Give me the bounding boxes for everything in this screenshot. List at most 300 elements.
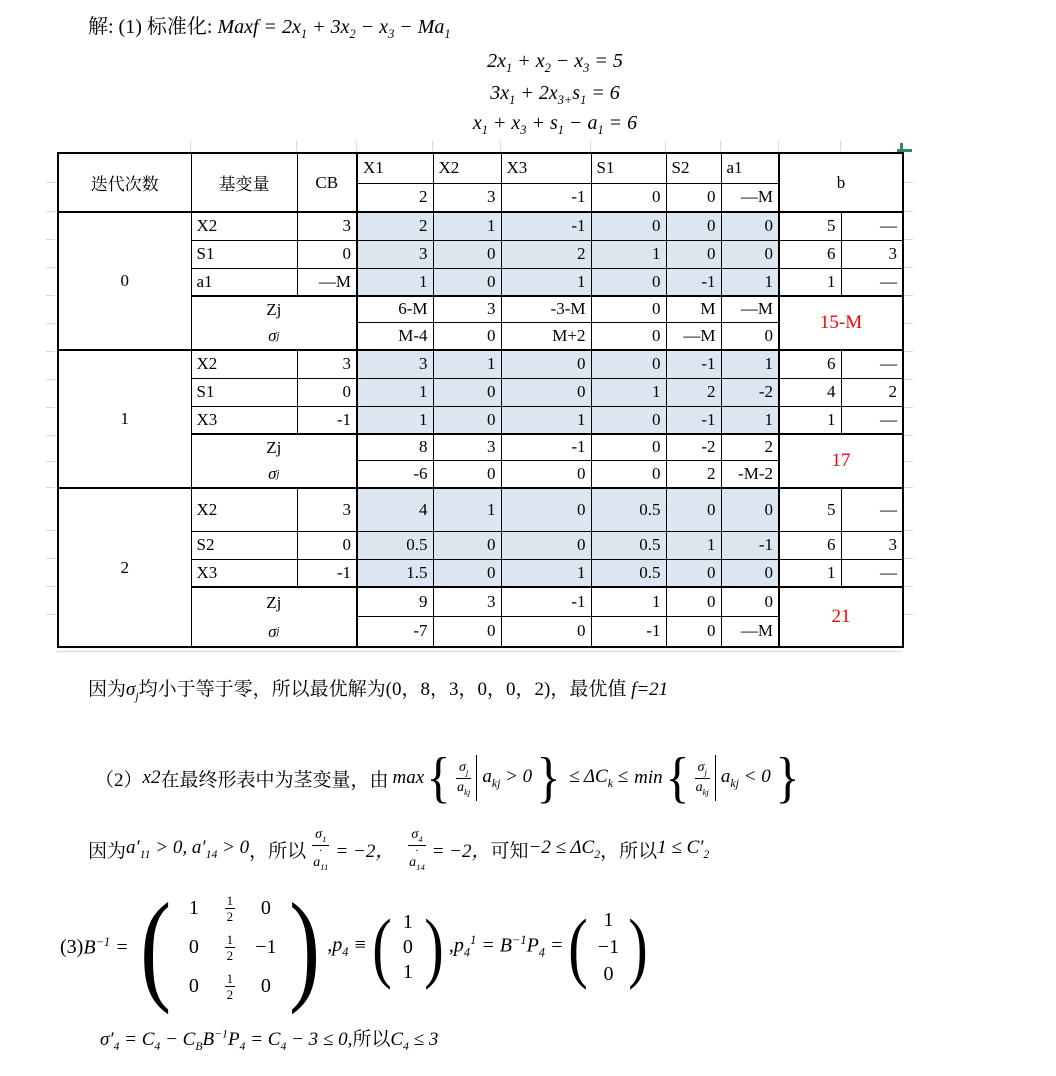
- header-cb: CB: [297, 153, 357, 212]
- gridline-stub: [46, 487, 55, 488]
- coeff-cell: 0: [666, 240, 721, 268]
- sigma-over-akj-fraction: [695, 760, 710, 797]
- header-coef: —M: [721, 183, 779, 212]
- header-b: b: [779, 153, 903, 212]
- gridline-stub: [904, 487, 913, 488]
- gridline-stub: [904, 267, 913, 268]
- sigma-label: σ j: [268, 326, 280, 345]
- coeff-cell: 0.5: [357, 531, 433, 559]
- green-corner-mark: [900, 143, 903, 152]
- sigma-value: -M-2: [721, 460, 779, 488]
- sigma-value: —M: [721, 616, 779, 647]
- basis-cell: X2: [191, 350, 297, 378]
- conclusion-line: [88, 674, 668, 704]
- ratio-cell: —: [841, 268, 903, 296]
- gridline-stub: [904, 295, 913, 296]
- conclusion-p2: 均小于等于零，所以最优解为(0，8，3，0，0，2)，最优值: [138, 679, 632, 700]
- gridline-stub: [720, 141, 721, 151]
- zj-label: Zj: [266, 438, 282, 457]
- sigma-value: -1: [591, 616, 666, 647]
- matrix-grid: [591, 907, 625, 988]
- header-var-X1: X1: [357, 153, 433, 183]
- cb-cell: 3: [297, 212, 357, 240]
- sigma-value: 0: [501, 460, 591, 488]
- sigma-value: 0: [721, 322, 779, 350]
- header-var-X2: X2: [433, 153, 501, 183]
- coeff-cell: 0: [501, 488, 591, 531]
- frac-den: $a_{11}$: [313, 854, 329, 872]
- zj-value: 1: [591, 587, 666, 616]
- sigma4-over-a14: [408, 827, 425, 872]
- frac-num: $\sigma_4$: [408, 827, 425, 846]
- cb-cell: 0: [297, 378, 357, 406]
- header-var-X3: X3: [501, 153, 591, 183]
- coeff-cell: 0.5: [591, 488, 666, 531]
- header-var-S2: S2: [666, 153, 721, 183]
- coeff-cell: 1: [591, 240, 666, 268]
- frac-den: $a_{kj}$: [695, 779, 709, 797]
- sigma-value: 0: [433, 616, 501, 647]
- sigma-value: 2: [666, 460, 721, 488]
- close-paren: ): [628, 902, 649, 990]
- coeff-cell: 4: [357, 488, 433, 531]
- gridline-stub: [904, 558, 913, 559]
- matrix-cell: 0: [188, 935, 199, 958]
- zj-value: 0: [721, 587, 779, 616]
- matrix-grid: [176, 889, 284, 1006]
- equals-neg2: = −2，: [335, 840, 395, 862]
- b-cell: 1: [779, 406, 841, 434]
- zj-value: 3: [433, 587, 501, 616]
- cb-cell: 3: [297, 350, 357, 378]
- constraint-eq-1: [245, 50, 865, 76]
- header-coef: 2: [357, 183, 433, 212]
- such-that-bar: [715, 755, 716, 801]
- p4-transformed-vector: [565, 902, 651, 990]
- basis-cell: S1: [191, 240, 297, 268]
- gridline-stub: [46, 379, 55, 380]
- zj-sigma-label-cell: [191, 434, 357, 488]
- coeff-cell: 0: [433, 406, 501, 434]
- coeff-cell: 1: [357, 378, 433, 406]
- coeff-cell: 1: [357, 268, 433, 296]
- constraint-eq-2: [245, 82, 865, 108]
- coeff-cell: 1: [666, 531, 721, 559]
- gridline-stub: [190, 141, 191, 151]
- matrix-cell: 0: [260, 974, 271, 997]
- coeff-cell: -1: [666, 406, 721, 434]
- b-cell: 6: [779, 531, 841, 559]
- basis-cell: X3: [191, 406, 297, 434]
- because-label: 因为: [88, 840, 127, 862]
- b-cell: 4: [779, 378, 841, 406]
- sigma1-over-a11: [312, 827, 329, 872]
- close-brace: }: [775, 746, 800, 809]
- ratio-cell: —: [841, 406, 903, 434]
- open-brace: {: [665, 746, 690, 809]
- sigma-value: 0: [501, 616, 591, 647]
- iteration-label: 0: [58, 212, 191, 350]
- zj-value: 6-M: [357, 296, 433, 322]
- gridline-stub: [500, 141, 501, 151]
- zj-value: 2: [721, 434, 779, 460]
- b-cell: 5: [779, 488, 841, 531]
- max-operator: max: [392, 767, 425, 788]
- close-paren: ): [424, 902, 444, 990]
- sigma-value: 0: [666, 616, 721, 647]
- frac-num: $\sigma_1$: [312, 827, 329, 846]
- coeff-cell: 2: [501, 240, 591, 268]
- gridline-stub: [904, 530, 913, 531]
- part2-number: （2）: [95, 769, 143, 791]
- gridline-stub: [46, 239, 55, 240]
- conclusion-p1: 因为: [88, 679, 127, 700]
- coeff-cell: 1: [501, 559, 591, 587]
- ratio-cell: 3: [841, 531, 903, 559]
- gridline-stub: [904, 323, 913, 324]
- frac-num: 1: [226, 970, 234, 986]
- gridline-stub: [46, 295, 55, 296]
- coeff-cell: 0: [501, 350, 591, 378]
- final-conclusion-line: [100, 1024, 438, 1054]
- delta-c2-bound: $-2 \le \Delta C_2$: [528, 836, 601, 861]
- iteration-label: 1: [58, 350, 191, 488]
- sigma-label: σ j: [268, 464, 280, 483]
- part2-x2: x2: [142, 767, 161, 788]
- coeff-cell: 0: [433, 559, 501, 587]
- part2-formula-line: [95, 744, 802, 812]
- coeff-cell: 0: [591, 212, 666, 240]
- coeff-cell: 1: [721, 268, 779, 296]
- gridline-stub: [840, 141, 841, 151]
- equals-neg2: = −2，: [431, 840, 491, 862]
- close-brace: }: [536, 746, 561, 809]
- zj-sigma-label-cell: [191, 296, 357, 350]
- zj-value: -1: [501, 434, 591, 460]
- coeff-cell: 1.5: [357, 559, 433, 587]
- part2-derivation-line: [88, 818, 709, 880]
- coeff-cell: 0: [721, 212, 779, 240]
- coeff-cell: 0: [666, 559, 721, 587]
- coeff-cell: 0: [666, 488, 721, 531]
- gridline-stub: [46, 211, 55, 212]
- frac-den: 2: [226, 908, 234, 924]
- ratio-cell: 2: [841, 378, 903, 406]
- header-var-S1: S1: [591, 153, 666, 183]
- objective-function: Maxf = $2x_1 + 3x_2 - x_3 - Ma_1$: [217, 16, 451, 41]
- zj-label: Zj: [266, 300, 282, 319]
- coeff-cell: 0: [591, 268, 666, 296]
- cb-cell: -1: [297, 559, 357, 587]
- gridline-stub: [46, 530, 55, 531]
- close-paren: ): [289, 878, 321, 1016]
- zj-value: -1: [501, 587, 591, 616]
- basis-cell: a1: [191, 268, 297, 296]
- gridline-stub: [778, 141, 779, 151]
- cb-cell: 3: [297, 488, 357, 531]
- coeff-cell: 0: [721, 240, 779, 268]
- coeff-cell: 0: [721, 559, 779, 587]
- coeff-cell: -1: [666, 268, 721, 296]
- cb-cell: 0: [297, 240, 357, 268]
- matrix-grid: [395, 910, 421, 985]
- coeff-cell: 1: [591, 378, 666, 406]
- matrix-cell: 1: [402, 910, 413, 933]
- gridline-stub: [904, 379, 913, 380]
- matrix-cell: [212, 889, 248, 928]
- zj-value: -3-M: [501, 296, 591, 322]
- header-var-a1: a1: [721, 153, 779, 183]
- such-that-bar: [476, 755, 477, 801]
- zj-value: -2: [666, 434, 721, 460]
- ratio-cell: —: [841, 212, 903, 240]
- b-inverse-matrix: [135, 878, 326, 1016]
- gridline-stub: [46, 267, 55, 268]
- coeff-cell: 0: [433, 531, 501, 559]
- iteration-label: 2: [58, 488, 191, 647]
- sigma-label: σ j: [268, 621, 280, 641]
- p4-definition: $,p_4$ ≡: [327, 934, 367, 959]
- b-cell: 1: [779, 268, 841, 296]
- sigma-value: 0: [591, 322, 666, 350]
- sigma-value: -6: [357, 460, 433, 488]
- basis-cell: X2: [191, 488, 297, 531]
- gridline-stub: [432, 141, 433, 151]
- matrix-cell: 1: [603, 908, 614, 931]
- coeff-cell: 1: [433, 350, 501, 378]
- zj-value: 3: [433, 434, 501, 460]
- gridline-stub: [904, 461, 913, 462]
- zj-value: —M: [721, 296, 779, 322]
- frac-num: $\sigma_j$: [695, 760, 710, 779]
- coeff-cell: 1: [721, 406, 779, 434]
- coeff-cell: 1: [433, 212, 501, 240]
- basis-cell: X2: [191, 212, 297, 240]
- basis-cell: X3: [191, 559, 297, 587]
- sigma-value: -7: [357, 616, 433, 647]
- coeff-cell: 0: [433, 240, 501, 268]
- coeff-cell: 0.5: [591, 559, 666, 587]
- b-cell: 5: [779, 212, 841, 240]
- objective-value: 15-M: [779, 296, 903, 350]
- coeff-cell: 2: [666, 378, 721, 406]
- zj-value: 9: [357, 587, 433, 616]
- open-paren: (: [139, 878, 171, 1016]
- frac-num: 1: [226, 892, 234, 908]
- matrix-cell: 1: [402, 960, 413, 983]
- sigma4-reduced-cost: $\sigma'_4 = C_4 - C_BB^{-1}P_4 = C_4 - 3 \le 0$,: [100, 1027, 353, 1053]
- matrix-cell: −1: [255, 935, 277, 958]
- coeff-cell: -2: [721, 378, 779, 406]
- coeff-cell: 0: [591, 406, 666, 434]
- condition-lt: $a_{kj} < 0$: [720, 765, 771, 790]
- coeff-cell: 2: [357, 212, 433, 240]
- therefore-label: 所以: [352, 1029, 391, 1050]
- simplex-table-container: [57, 152, 904, 648]
- gridline-stub: [904, 586, 913, 587]
- therefore-label: ，所以: [249, 840, 307, 862]
- eq2-text: $3x_1 + 2x_{3+}s_1 = 6$: [490, 82, 620, 107]
- cb-cell: —M: [297, 268, 357, 296]
- coeff-cell: 1: [357, 406, 433, 434]
- gridline-stub: [590, 141, 591, 151]
- solution-heading: [88, 10, 451, 42]
- matrix-cell: [212, 928, 248, 967]
- sigma-value: 0: [591, 460, 666, 488]
- gridline-stub: [904, 407, 913, 408]
- coeff-cell: 3: [357, 240, 433, 268]
- part2-text: 在最终形表中为茎变量，由: [160, 769, 389, 791]
- eq1-text: $2x_1 + x_2 - x_3 = 5$: [487, 50, 623, 75]
- sigma-value: —M: [666, 322, 721, 350]
- basis-cell: S1: [191, 378, 297, 406]
- gridline-stub: [904, 614, 913, 615]
- zj-label: Zj: [266, 592, 282, 612]
- zj-value: 3: [433, 296, 501, 322]
- zj-value: 0: [591, 296, 666, 322]
- matrix-cell: 0: [260, 896, 271, 919]
- frac-den: 2: [226, 947, 234, 963]
- zj-value: 0: [666, 587, 721, 616]
- gridline-stub: [46, 435, 55, 436]
- gridline-stub: [57, 651, 902, 652]
- b-cell: 6: [779, 240, 841, 268]
- objective-value: 17: [779, 434, 903, 488]
- cb-cell: 0: [297, 531, 357, 559]
- ratio-cell: —: [841, 559, 903, 587]
- coeff-cell: 0: [433, 268, 501, 296]
- ratio-cell: —: [841, 350, 903, 378]
- gridline-stub: [46, 558, 55, 559]
- frac-dot: ·: [414, 842, 419, 857]
- part3-matrix-line: [60, 876, 653, 1018]
- ratio-cell: —: [841, 488, 903, 531]
- frac-num: $\sigma_j$: [456, 760, 471, 779]
- coeff-cell: 0: [433, 378, 501, 406]
- objective-value: 21: [779, 587, 903, 647]
- conclusion-optimal-value: f=21: [631, 679, 669, 700]
- header-coef: -1: [501, 183, 591, 212]
- gridline-stub: [46, 407, 55, 408]
- condition-gt: $a_{kj} > 0$: [482, 765, 533, 790]
- matrix-cell: −1: [597, 935, 620, 958]
- open-brace: {: [426, 746, 451, 809]
- coeff-cell: 1: [721, 350, 779, 378]
- cb-cell: -1: [297, 406, 357, 434]
- sigma-value: 0: [433, 460, 501, 488]
- gridline-stub: [46, 182, 55, 183]
- coeff-cell: 3: [357, 350, 433, 378]
- gridline-stub: [46, 614, 55, 615]
- b-cell: 1: [779, 559, 841, 587]
- header-basis: 基变量: [191, 153, 297, 212]
- gridline-stub: [904, 351, 913, 352]
- coeff-cell: -1: [501, 212, 591, 240]
- matrix-cell: 1: [188, 896, 199, 919]
- gridline-stub: [296, 141, 297, 151]
- one-half-fraction: [225, 894, 236, 923]
- sigma-value: M+2: [501, 322, 591, 350]
- coeff-cell: 0: [501, 378, 591, 406]
- sigma-value: M-4: [357, 322, 433, 350]
- matrix-cell: 0: [188, 974, 199, 997]
- gridline-stub: [46, 461, 55, 462]
- ratio-cell: 3: [841, 240, 903, 268]
- therefore-label: ，所以: [600, 840, 658, 862]
- frac-den: $a_{kj}$: [457, 779, 471, 797]
- header-coef: 3: [433, 183, 501, 212]
- heading-label: 解: (1) 标准化:: [88, 16, 218, 38]
- frac-den: $a_{14}$: [409, 854, 425, 872]
- eq3-text: $x_1 + x_3 + s_1 - a_1 = 6$: [472, 112, 638, 137]
- coeff-cell: 1: [501, 268, 591, 296]
- b-cell: 6: [779, 350, 841, 378]
- header-iteration: 迭代次数: [58, 153, 191, 212]
- open-paren: (: [568, 902, 589, 990]
- zj-sigma-label-cell: [191, 587, 357, 647]
- header-coef: 0: [666, 183, 721, 212]
- zj-value: M: [666, 296, 721, 322]
- gridline-stub: [904, 211, 913, 212]
- gridline-stub: [46, 351, 55, 352]
- simplex-table: [57, 152, 904, 648]
- coeff-cell: 0: [721, 488, 779, 531]
- one-half-fraction: [225, 933, 236, 962]
- gridline-stub: [904, 239, 913, 240]
- gridline-stub: [904, 435, 913, 436]
- coeff-cell: 1: [433, 488, 501, 531]
- gridline-stub: [46, 323, 55, 324]
- open-paren: (: [372, 902, 392, 990]
- basis-cell: S2: [191, 531, 297, 559]
- b-inverse-label: $B^{-1}$ =: [83, 934, 129, 959]
- header-coef: 0: [591, 183, 666, 212]
- coeff-cell: 1: [501, 406, 591, 434]
- gridline-stub: [904, 182, 913, 183]
- frac-dot: ·: [318, 842, 323, 857]
- p4-transformed-label: $,p_4^1 = B^{-1}P_4$ =: [448, 933, 564, 960]
- coeff-cell: 0.5: [591, 531, 666, 559]
- gridline-stub: [665, 141, 666, 151]
- matrix-cell: 0: [603, 962, 614, 985]
- conclusion-sigma: $\sigma_j$: [126, 679, 139, 703]
- p4-vector: [369, 902, 447, 990]
- coeff-cell: 0: [666, 212, 721, 240]
- delta-ck-bounds: ≤ $\Delta C_k$ ≤: [569, 765, 629, 790]
- part3-number: (3): [60, 935, 84, 958]
- matrix-cell: 0: [402, 935, 413, 958]
- constraint-eq-3: [245, 112, 865, 138]
- gridline-stub: [46, 586, 55, 587]
- coeff-cell: 0: [501, 531, 591, 559]
- c2-bound: $1 \le C'_2$: [657, 836, 710, 861]
- coeff-cell: -1: [666, 350, 721, 378]
- sigma-over-akj-fraction: [456, 760, 471, 797]
- coeff-cell: -1: [721, 531, 779, 559]
- frac-num: 1: [226, 931, 234, 947]
- know-label: 可知: [490, 840, 529, 862]
- frac-den: 2: [226, 986, 234, 1002]
- sigma-value: 0: [433, 322, 501, 350]
- coeff-cell: 0: [591, 350, 666, 378]
- one-half-fraction: [225, 972, 236, 1001]
- a-prime-conditions: $a'_{11} > 0$, $a'_{14} > 0$: [126, 836, 250, 861]
- gridline-stub: [356, 141, 357, 151]
- matrix-cell: [212, 967, 248, 1006]
- zj-value: 8: [357, 434, 433, 460]
- c4-bound: $C_4 \le 3$: [390, 1029, 439, 1053]
- zj-value: 0: [591, 434, 666, 460]
